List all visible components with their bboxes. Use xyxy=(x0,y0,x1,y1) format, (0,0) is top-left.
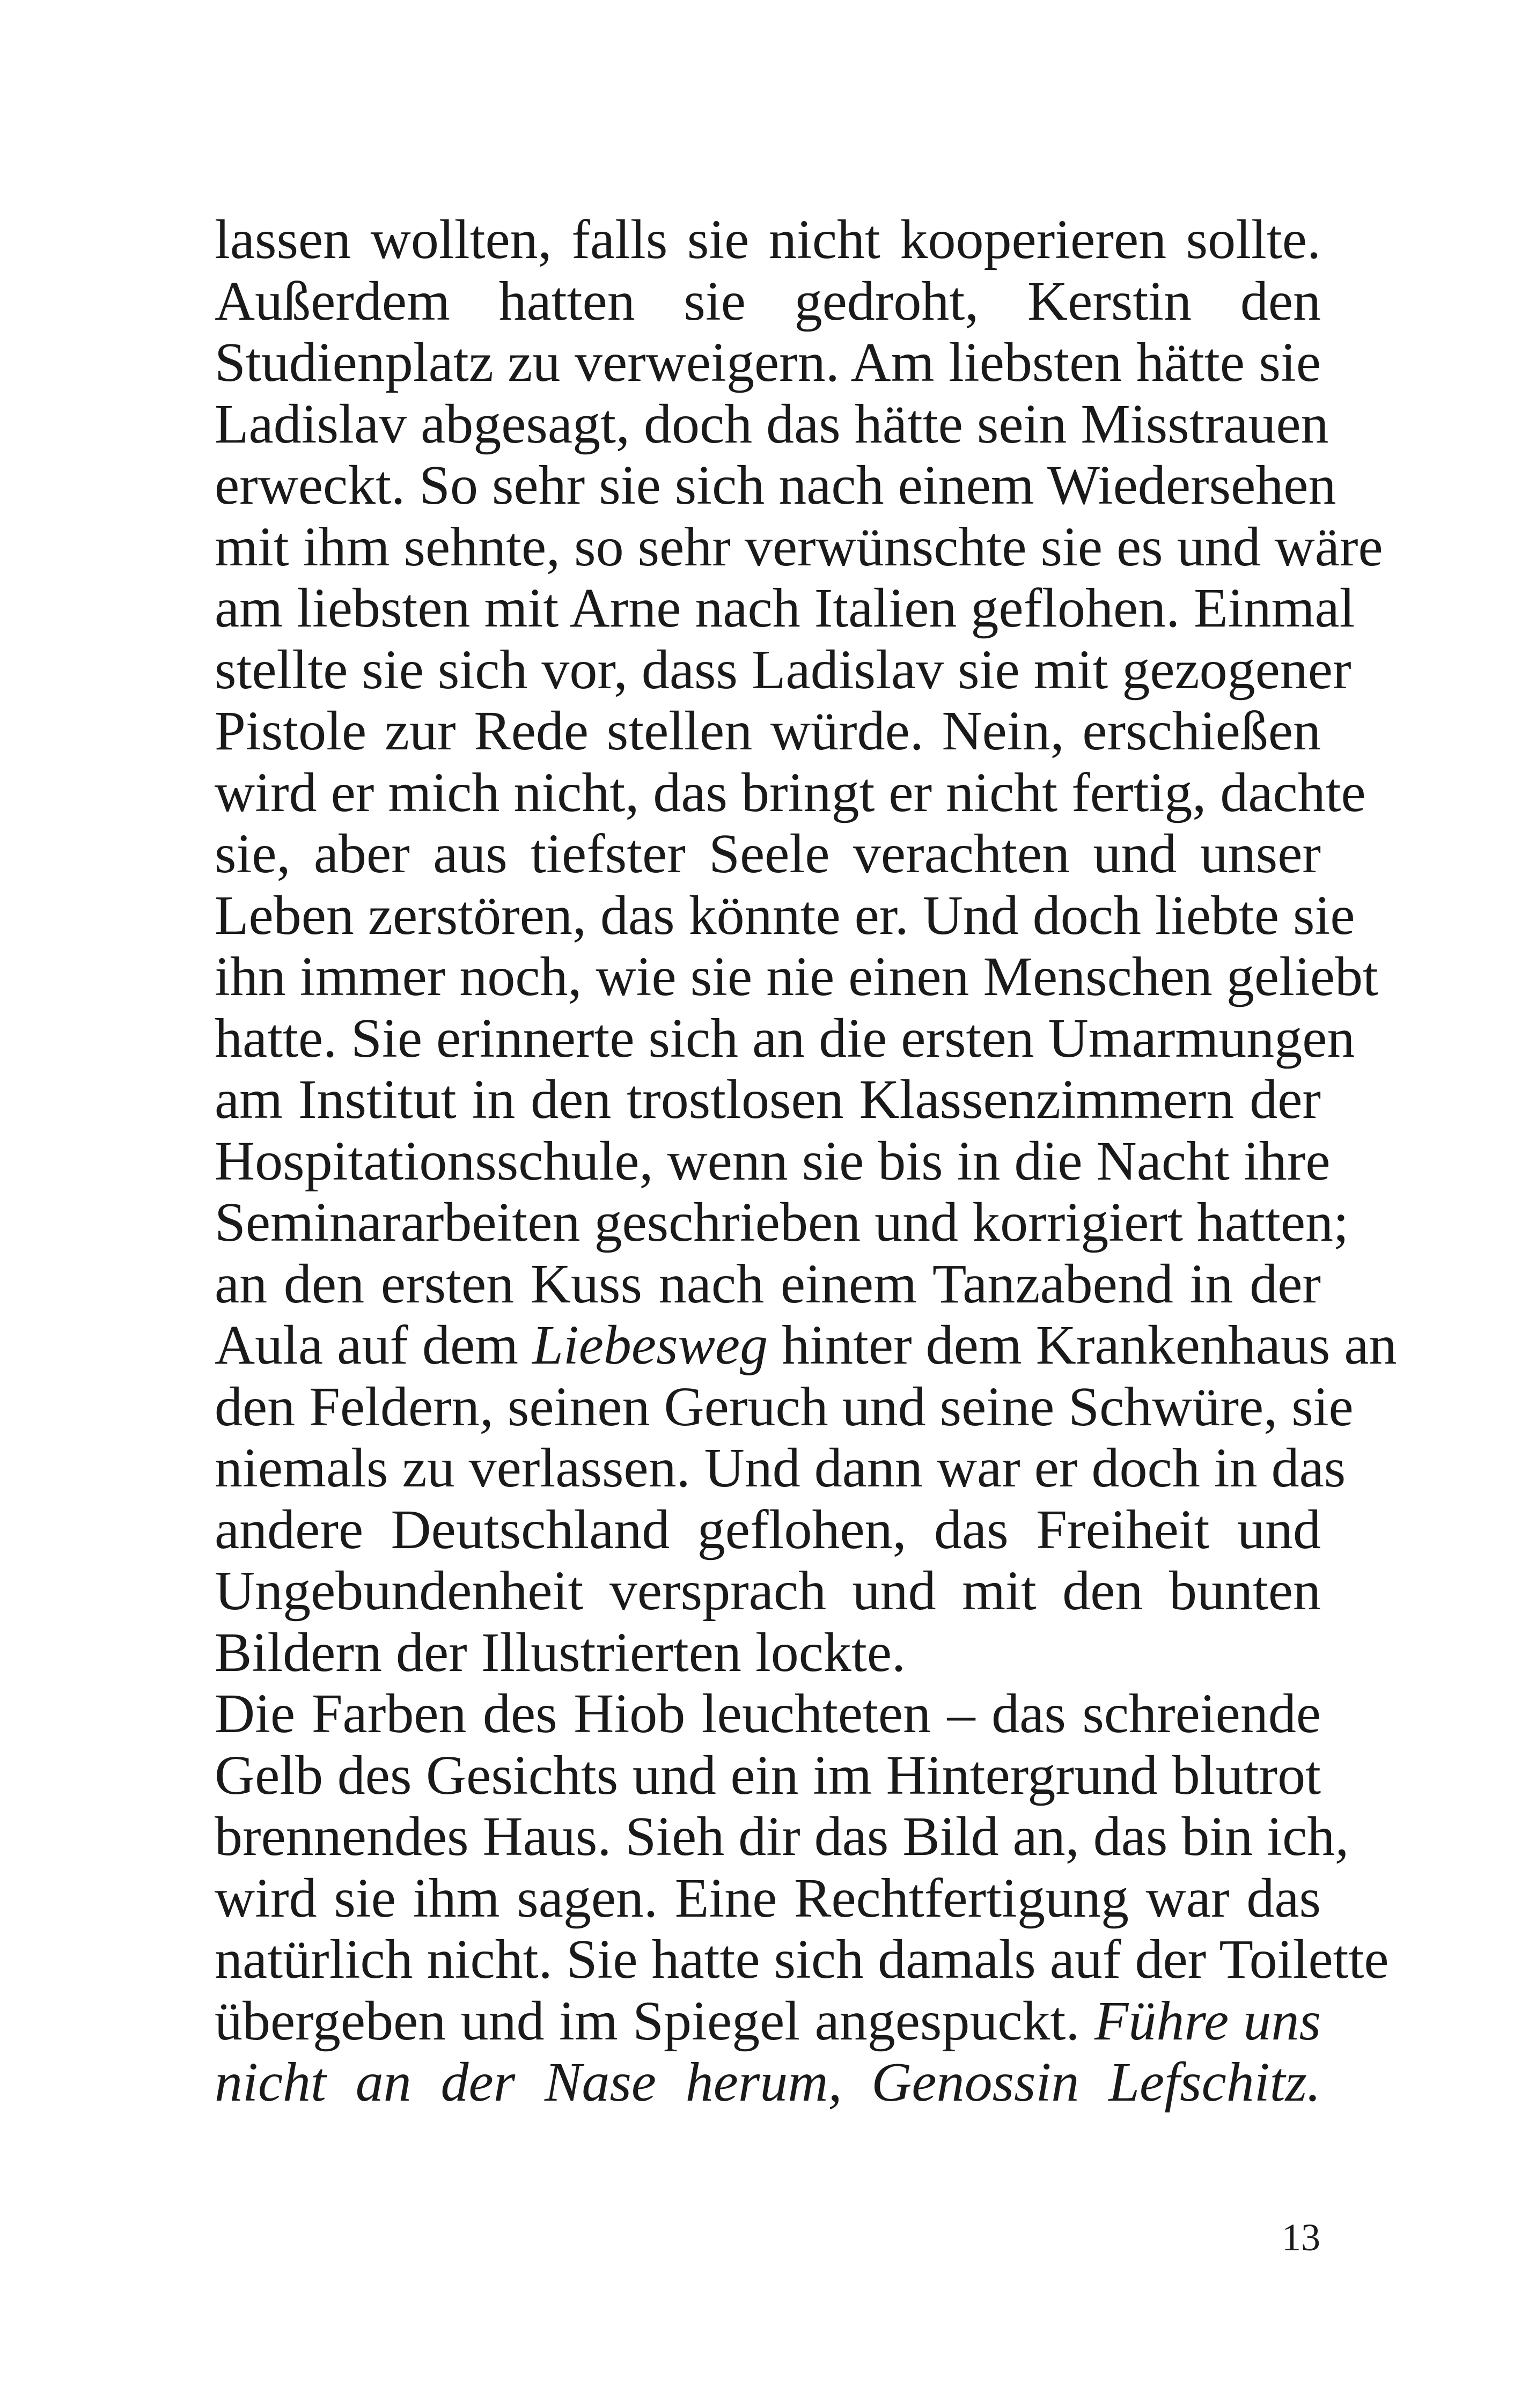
text-run: an den ersten Kuss nach einem Tanzabend in der xyxy=(215,1253,1321,1315)
text-line xyxy=(215,1069,1321,1131)
text-run: am Institut in den trostlosen Klassenzimmern der xyxy=(215,1069,1321,1130)
text-run: hinter dem Krankenhaus an xyxy=(768,1314,1397,1376)
text-run: niemals zu verlassen. Und dann war er doch in das xyxy=(215,1437,1346,1499)
text-run: sie, aber aus tiefster Seele verachten und unser xyxy=(215,823,1321,885)
text-line xyxy=(215,2052,1321,2114)
text-line xyxy=(215,884,1355,947)
text-line xyxy=(215,1191,1349,1254)
text-line xyxy=(215,1991,1321,2052)
text-run: wird sie ihm sagen. Eine Rechtfertigung war das xyxy=(215,1867,1321,1929)
italic-text: Liebesweg xyxy=(532,1314,768,1376)
text-run: Ungebundenheit versprach und mit den bunten xyxy=(215,1560,1321,1622)
text-line xyxy=(215,701,1321,762)
text-run: Pistole zur Rede stellen würde. Nein, erschießen xyxy=(215,700,1321,762)
text-line xyxy=(215,1130,1331,1192)
text-line xyxy=(215,1683,1321,1745)
text-run: andere Deutschland geflohen, das Freiheit und xyxy=(215,1498,1321,1560)
italic-text: nicht an der Nase herum, Genossin Lefschitz. xyxy=(215,2051,1321,2113)
text-run: Leben zerstören, das könnte er. Und doch liebte sie xyxy=(215,884,1355,946)
page-number: 13 xyxy=(1282,2216,1320,2259)
text-line xyxy=(215,1928,1389,1991)
text-run: wird er mich nicht, das bringt er nicht fertig, dachte xyxy=(215,761,1366,823)
text-line xyxy=(215,1254,1321,1315)
text-run: ihn immer noch, wie sie nie einen Menschen geliebt xyxy=(215,946,1378,1007)
text-run: Bildern der Illustrierten lockte. xyxy=(215,1621,906,1683)
text-run: Hospitationsschule, wenn sie bis in die Nacht ihre xyxy=(215,1130,1331,1192)
text-run: den Feldern xyxy=(215,1375,480,1438)
text-run: Aula auf dem xyxy=(215,1314,533,1376)
text-line xyxy=(215,332,1321,394)
text-run: brennendes Haus. Sieh dir das Bild an, das bin ich xyxy=(215,1806,1335,1867)
text-line xyxy=(215,823,1321,885)
paragraph xyxy=(215,1683,1389,2114)
text-line xyxy=(215,516,1383,578)
paragraph xyxy=(215,209,1397,1683)
text-line xyxy=(215,1314,1397,1376)
text-line xyxy=(215,1868,1321,1930)
text-line xyxy=(215,1745,1321,1807)
text-run: Ladislav abgesagt, doch das hätte sein Misstrauen xyxy=(215,393,1329,455)
text-run: hatte. Sie erinnerte sich an die ersten Umarmungen xyxy=(215,1007,1355,1069)
text-line xyxy=(215,271,1321,333)
italic-text: , xyxy=(1335,1806,1349,1867)
text-run: Seminararbeiten geschrieben und korrigiert hatten; xyxy=(215,1191,1349,1253)
text-run: stellte sie sich vor, dass Ladislav sie mit gezogener xyxy=(215,638,1351,701)
text-line xyxy=(215,1622,1321,1684)
text-line xyxy=(215,1560,1321,1622)
text-line xyxy=(215,577,1355,639)
italic-text: Führe uns xyxy=(1094,1990,1321,2052)
text-line xyxy=(215,1437,1346,1499)
text-line xyxy=(215,393,1329,455)
text-line xyxy=(215,638,1351,701)
text-line xyxy=(215,209,1321,271)
text-run: übergeben und im Spiegel angespuckt. xyxy=(215,1990,1094,2052)
text-line xyxy=(215,946,1378,1008)
text-line xyxy=(215,1375,1354,1438)
text-run: lassen wollten, falls sie nicht kooperieren sollte. xyxy=(215,209,1321,270)
text-run: am liebsten mit Arne nach Italien geflohen. Einmal xyxy=(215,577,1355,639)
text-run: Außerdem hatten sie gedroht, Kerstin den xyxy=(215,270,1321,332)
italic-text: , xyxy=(479,1375,494,1438)
text-run: mit ihm sehnte, so sehr verwünschte sie es und wäre xyxy=(215,516,1383,578)
text-line xyxy=(215,1007,1355,1070)
text-run: Studienplatz zu verweigern. Am liebsten hätte sie xyxy=(215,332,1321,393)
text-line xyxy=(215,761,1366,824)
text-run: erweckt. So sehr sie sich nach einem Wiedersehen xyxy=(215,454,1336,516)
text-run: seinen Geruch und seine Schwüre, sie xyxy=(493,1375,1354,1438)
text-line xyxy=(215,1806,1349,1868)
text-run: Gelb des Gesichts und ein im Hintergrund blutrot xyxy=(215,1744,1321,1806)
text-run: natürlich nicht. Sie hatte sich damals auf der Toilette xyxy=(215,1928,1389,1990)
body-text xyxy=(215,209,1397,2114)
text-line xyxy=(215,454,1336,517)
text-line xyxy=(215,1499,1321,1561)
text-run: Die Farben des Hiob leuchteten – das schreiende xyxy=(215,1683,1321,1744)
